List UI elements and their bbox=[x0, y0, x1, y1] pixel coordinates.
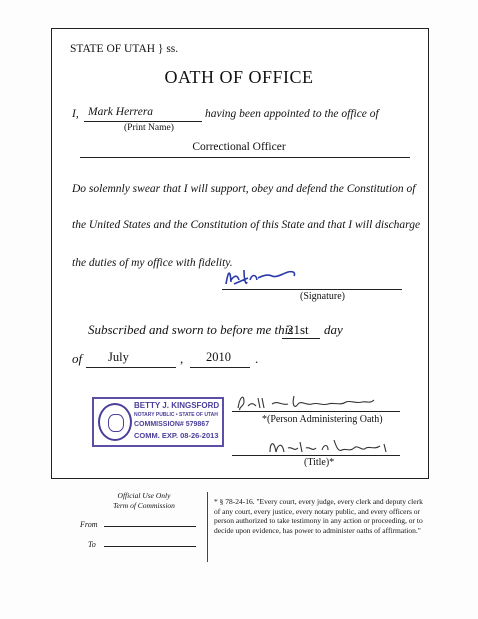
year-value: 2010 bbox=[206, 350, 231, 364]
year-underline bbox=[190, 367, 250, 368]
notary-stamp bbox=[92, 397, 224, 447]
i-label: I, bbox=[72, 108, 79, 120]
oath-line-1: Do solemnly swear that I will support, obey and defend the Constitution of bbox=[72, 183, 416, 195]
term-of-commission-heading: Term of Commission bbox=[113, 501, 175, 511]
appointee-signature-mark bbox=[222, 262, 322, 292]
to-label: To bbox=[88, 540, 96, 549]
statute-footnote: * § 78-24-16. "Every court, every judge, every clerk and deputy clerk of any court, every justice, every notary public, and every officers or person authorized to take testimony in any action or proceeding, or to decide upon evidence, has power to administer oaths of affirmation." bbox=[214, 497, 423, 535]
date-period: . bbox=[255, 351, 259, 366]
state-venue-line: STATE OF UTAH } ss. bbox=[70, 43, 179, 55]
oath-line-3: the duties of my office with fidelity. bbox=[72, 257, 233, 269]
day-underline bbox=[282, 338, 320, 339]
of-label: of bbox=[72, 351, 83, 366]
month-underline bbox=[86, 367, 176, 368]
official-use-heading: Official Use Only bbox=[117, 491, 171, 500]
notary-state-line: NOTARY PUBLIC • STATE OF UTAH bbox=[134, 412, 218, 418]
from-label: From bbox=[80, 520, 98, 529]
signature-line bbox=[222, 289, 402, 290]
notary-expiration: COMM. EXP. 08-26-2013 bbox=[134, 431, 219, 440]
oath-line-2: the United States and the Constitution of this State and that I will discharge bbox=[72, 219, 421, 231]
title-label: (Title)* bbox=[304, 457, 335, 468]
notary-name: BETTY J. KINGSFORD bbox=[134, 401, 220, 410]
date-comma: , bbox=[180, 351, 184, 366]
notary-seal-icon bbox=[98, 403, 132, 441]
administrator-signature-line bbox=[232, 411, 400, 412]
title-line bbox=[232, 455, 400, 456]
appointee-name: Mark Herrera bbox=[88, 106, 154, 118]
from-field-line bbox=[104, 526, 196, 527]
month-value: July bbox=[108, 350, 129, 364]
to-field-line bbox=[104, 546, 196, 547]
administrator-label: *(Person Administering Oath) bbox=[262, 414, 383, 425]
name-underline bbox=[84, 121, 202, 122]
day-value: 21st bbox=[287, 322, 309, 337]
office-underline bbox=[80, 157, 410, 158]
footer-divider bbox=[207, 492, 208, 562]
print-name-label: (Print Name) bbox=[124, 123, 174, 133]
notary-commission: COMMISSION# 579867 bbox=[134, 421, 210, 428]
office-title: Correctional Officer bbox=[192, 141, 286, 153]
day-label: day bbox=[324, 322, 343, 337]
official-use-block bbox=[104, 491, 184, 511]
appointed-text: having been appointed to the office of bbox=[205, 108, 379, 120]
document-title: OATH OF OFFICE bbox=[164, 67, 314, 87]
signature-label: (Signature) bbox=[300, 291, 345, 302]
subscribed-text: Subscribed and sworn to before me this bbox=[88, 322, 294, 337]
